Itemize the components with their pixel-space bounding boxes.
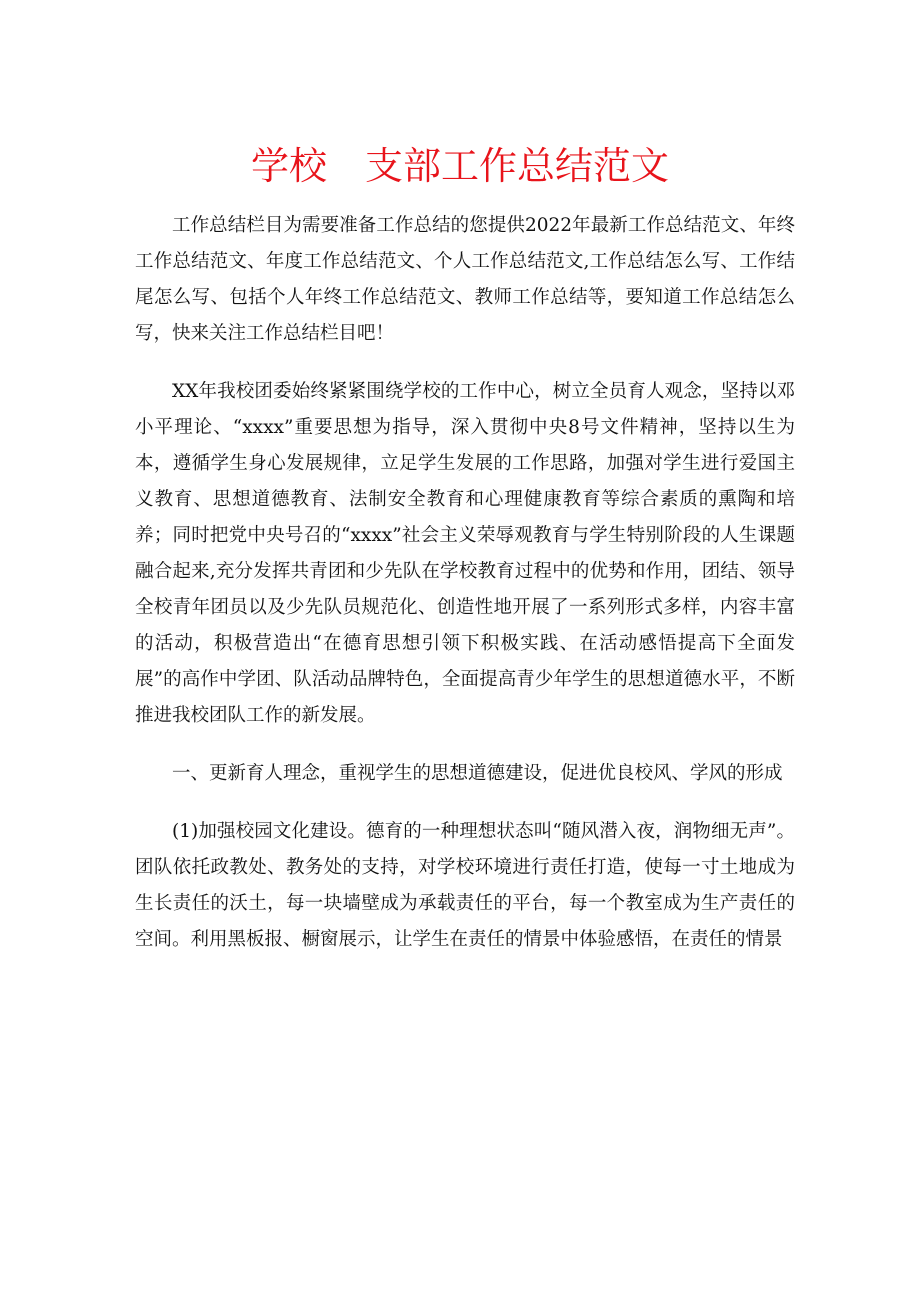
paragraph-overview: XX年我校团委始终紧紧围绕学校的工作中心，树立全员育人观念，坚持以邓小平理论、“xxxx”重要思想为指导，深入贯彻中央8号文件精神，坚持以生为本，遵循学生身心发展规律，立足学生发展的工作思路，加强对学生进行爱国主义教育、思想道德教育、法制安全教育和心理健康教育等综合素质的熏陶和培养；同时把党中央号召的“xxxx”社会主义荣辱观教育与学生特别阶段的人生课题融合起来,充分发挥共青团和少先队在学校教育过程中的优势和作用，团结、领导全校青年团员以及少先队员规范化、创造性地开展了一系列形式多样，内容丰富的活动，积极营造出“在德育思想引领下积极实践、在活动感悟提高下全面发展”的高作中学团、队活动品牌特色，全面提高青少年学生的思想道德水平，不断推进我校团队工作的新发展。 — [135, 381, 795, 726]
paragraph-culture: (1)加强校园文化建设。德育的一种理想状态叫“随风潜入夜，润物细无声”。团队依托政教处、教务处的支持，对学校环境进行责任打造，使每一寸土地成为生长责任的沃土，每一块墙壁成为承载责任的平台，每一个教室成为生产责任的空间。利用黑板报、橱窗展示，让学生在责任的情景中体验感悟，在责任的情景 — [135, 821, 795, 950]
section-heading-1: 一、更新育人理念，重视学生的思想道德建设，促进优良校风、学风的形成 — [172, 763, 783, 784]
document-title: 学校 支部工作总结范文 — [250, 144, 669, 188]
paragraph-intro: 工作总结栏目为需要准备工作总结的您提供2022年最新工作总结范文、年终工作总结范文、年度工作总结范文、个人工作总结范文,工作总结怎么写、工作结尾怎么写、包括个人年终工作总结范文、教师工作总结等，要知道工作总结怎么写，快来关注工作总结栏目吧！ — [135, 215, 795, 344]
document-body — [135, 208, 795, 980]
